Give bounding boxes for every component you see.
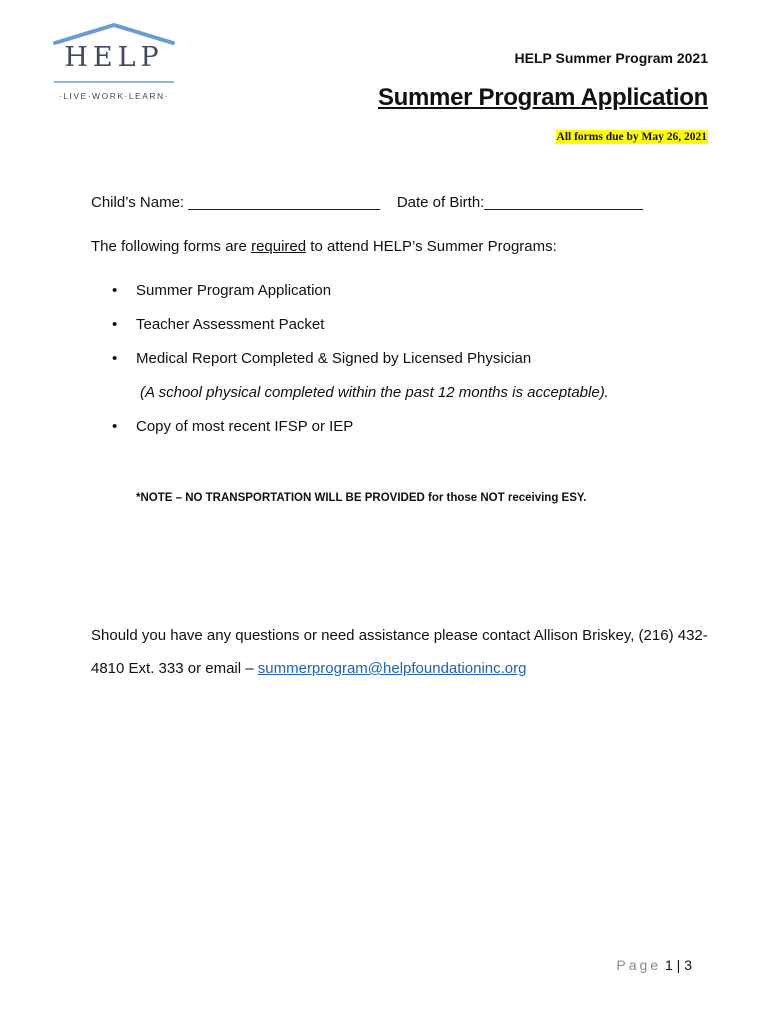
list-item-label: Teacher Assessment Packet xyxy=(136,316,325,333)
logo-wordmark: HELP xyxy=(64,42,164,73)
email-link[interactable]: summerprogram@helpfoundationinc.org xyxy=(257,660,527,677)
required-forms-list xyxy=(110,281,609,451)
list-item xyxy=(110,349,609,383)
list-item-label: Medical Report Completed & Signed by Licensed Physician xyxy=(136,350,532,367)
list-item xyxy=(110,281,609,315)
contact-paragraph xyxy=(91,619,721,685)
childs-name-field: Child’s Name: _______________________ xyxy=(91,194,381,211)
page-current: 1 xyxy=(664,957,673,973)
page-separator: | xyxy=(676,957,681,973)
medical-note: (A school physical completed within the past 12 months is acceptable). xyxy=(140,384,609,401)
page-title: Summer Program Application xyxy=(377,84,708,111)
requirements-intro xyxy=(91,238,557,255)
list-item-label: Summer Program Application xyxy=(136,282,332,299)
due-date-notice: All forms due by May 26, 2021 xyxy=(556,131,707,143)
bullet-icon: • xyxy=(112,350,118,367)
required-emphasis: required xyxy=(251,238,307,255)
bullet-icon: • xyxy=(112,418,118,435)
contact-text: Should you have any questions or need assistance please contact Allison Briskey, (216) 432-4810 Ext. 333 or email – xyxy=(91,627,708,677)
logo-tagline: ·LIVE·WORK·LEARN· xyxy=(58,91,170,101)
list-item-label: Copy of most recent IFSP or IEP xyxy=(136,418,354,435)
bullet-icon: • xyxy=(112,316,118,333)
list-item xyxy=(110,315,609,349)
transportation-note: *NOTE – NO TRANSPORTATION WILL BE PROVIDED for those NOT receiving ESY. xyxy=(136,492,587,504)
help-logo xyxy=(52,22,176,106)
list-item xyxy=(110,417,609,451)
program-line: HELP Summer Program 2021 xyxy=(514,50,708,66)
intro-text-end: to attend HELP’s Summer Programs: xyxy=(306,238,557,255)
page-number xyxy=(616,957,692,973)
intro-text: The following forms are xyxy=(91,238,252,255)
child-info-line xyxy=(91,194,643,211)
date-of-birth-field: Date of Birth:___________________ xyxy=(396,194,643,211)
page-word: Page xyxy=(616,957,662,973)
page-total: 3 xyxy=(684,957,692,973)
bullet-icon: • xyxy=(112,282,118,299)
